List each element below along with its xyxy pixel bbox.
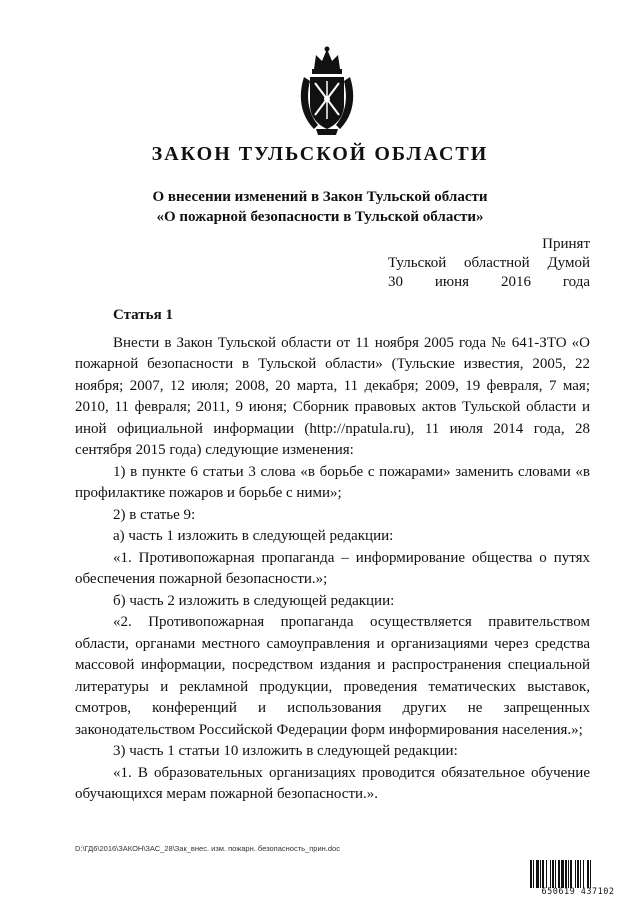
article-paragraph: а) часть 1 изложить в следующей редакции: <box>113 528 394 544</box>
law-body <box>75 305 590 806</box>
barcode-bar <box>565 860 567 888</box>
article-paragraph: 2) в статье 9: <box>113 506 196 523</box>
barcode-bar <box>550 860 551 888</box>
adopted-date-suffix: года <box>562 274 590 290</box>
adopted-word: Тульской <box>388 255 447 271</box>
article-paragraph: «1. В образовательных организациях проводится обязательное обучение обучающихся мерам пожарной безопасности.». <box>75 764 590 802</box>
barcode-bar <box>577 860 579 888</box>
barcode-bar <box>552 860 554 888</box>
article-paragraph: Внести в Закон Тульской области от 11 ноября 2005 года № 641-ЗТО «О пожарной безопасности в Тульской области» (Тульские известия, 2005, 22 ноября; 2007, 12 июля; 2008, 20 марта, 11 декабря; 2009, 19 февраля, 7 мая; 2010, 11 февраля; 2011, 9 июня; Сборник правовых актов Тульской области и иной официальной информации (http://npatula.ru), 11 июля 2014 года, 28 сентября 2015 года) следующие изменения: <box>75 334 590 458</box>
article-heading: Статья 1 <box>113 307 173 323</box>
article-paragraph: «2. Противопожарная пропаганда осуществляется правительством области, органами местного самоуправления и организациями через средства массовой информации, посредством издания и распространения специальной литературы и рекламной продукции, проведения тематических выставок, смотров, конференций и использования других не запрещенных законодательством Российской Федерации форм информирования населения.»; <box>75 614 590 738</box>
article-paragraph: 3) часть 1 статьи 10 изложить в следующей редакции: <box>113 743 458 759</box>
adoption-block <box>388 235 590 292</box>
adopted-word: областной <box>464 255 530 271</box>
barcode-bar <box>575 860 576 888</box>
adopted-word: Принят <box>542 236 590 252</box>
barcode-bar <box>580 860 581 888</box>
adopted-date-month: июня <box>434 274 470 290</box>
barcode-bar <box>542 860 544 888</box>
file-path: D:\ГД6\2016\ЗАКОН\ЗАС_28\Зак_внес. изм. пожарн. безопасность_прин.doc <box>75 844 340 853</box>
subtitle-line: «О пожарной безопасности в Тульской области» <box>156 209 484 225</box>
barcode-bar <box>555 860 556 888</box>
article-paragraph: «1. Противопожарная пропаганда – информирование общества о путях обеспечения пожарной безопасности.»; <box>75 549 590 587</box>
barcode-icon <box>530 860 626 888</box>
law-subtitle <box>0 187 640 227</box>
barcode-bar <box>570 860 572 888</box>
barcode-bar <box>533 860 534 888</box>
barcode-bar <box>558 860 560 888</box>
barcode-bar <box>587 860 589 888</box>
adopted-date-day: 30 <box>388 274 403 290</box>
article-paragraph: 1) в пункте 6 статьи 3 слова «в борьбе с пожарами» заменить словами «в профилактике пожаров и борьбе с ними»; <box>75 463 590 501</box>
adopted-word: Думой <box>547 255 590 271</box>
barcode-bar <box>590 860 591 888</box>
article-paragraph: б) часть 2 изложить в следующей редакции: <box>113 592 395 609</box>
tula-coat-of-arms-icon <box>296 45 358 137</box>
barcode-bar <box>536 860 539 888</box>
law-title: ЗАКОН ТУЛЬСКОЙ ОБЛАСТИ <box>151 143 489 165</box>
subtitle-line: О внесении изменений в Закон Тульской области <box>152 189 488 205</box>
barcode-bar <box>568 860 569 888</box>
adopted-date-year: 2016 <box>500 274 531 290</box>
barcode-bar <box>530 860 532 888</box>
barcode-bar <box>546 860 547 888</box>
barcode-bar <box>561 860 564 888</box>
barcode-bar <box>583 860 584 888</box>
barcode-number: 650619 437102 <box>541 887 615 897</box>
barcode-bar <box>540 860 541 888</box>
